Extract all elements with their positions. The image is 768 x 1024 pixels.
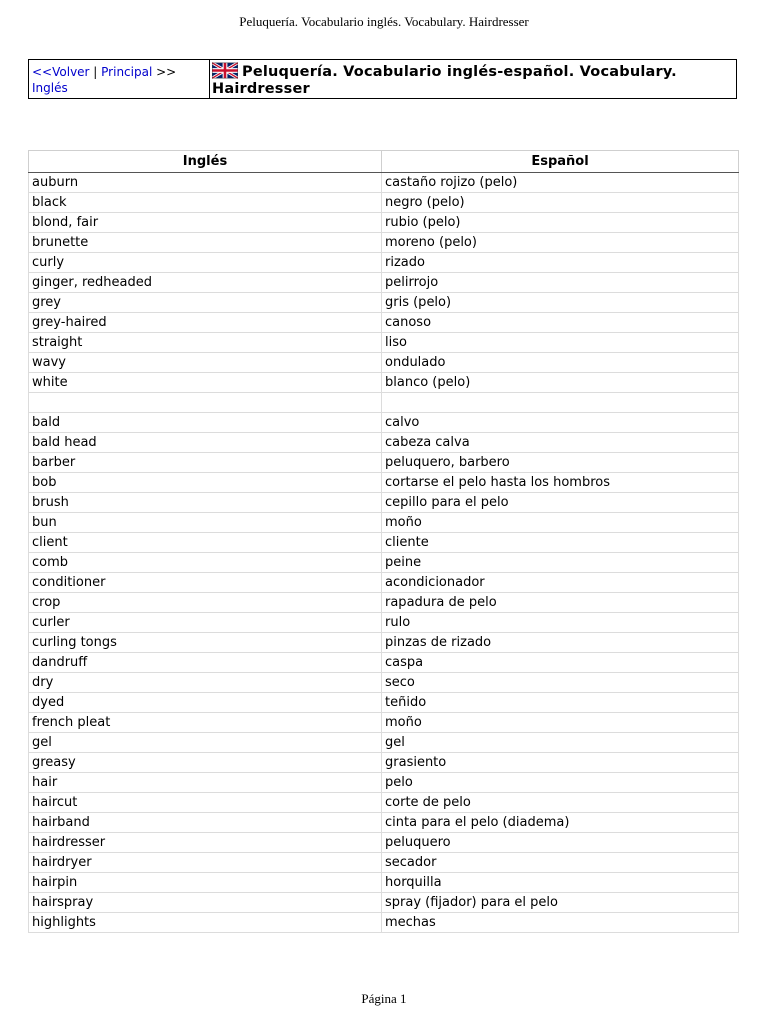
spanish-term: cabeza calva	[382, 433, 739, 453]
english-term: comb	[29, 553, 382, 573]
breadcrumb-arrow: >>	[152, 65, 177, 79]
table-row	[29, 313, 739, 333]
table-row	[29, 493, 739, 513]
spanish-term: cepillo para el pelo	[382, 493, 739, 513]
spanish-term: blanco (pelo)	[382, 373, 739, 393]
table-row	[29, 713, 739, 733]
table-row	[29, 453, 739, 473]
english-term: ginger, redheaded	[29, 273, 382, 293]
table-row	[29, 553, 739, 573]
english-term: hairspray	[29, 893, 382, 913]
english-term: dandruff	[29, 653, 382, 673]
table-row	[29, 593, 739, 613]
spanish-term: liso	[382, 333, 739, 353]
english-term: hairdresser	[29, 833, 382, 853]
vocabulary-table	[28, 150, 739, 933]
english-term: wavy	[29, 353, 382, 373]
breadcrumb	[29, 60, 210, 98]
table-row	[29, 673, 739, 693]
page-header-title: Peluquería. Vocabulario inglés. Vocabulary. Hairdresser	[239, 14, 529, 29]
table-row	[29, 693, 739, 713]
spanish-term: gel	[382, 733, 739, 753]
spanish-term: caspa	[382, 653, 739, 673]
back-link[interactable]: <<Volver	[32, 65, 90, 79]
english-term: conditioner	[29, 573, 382, 593]
spanish-term: pelirrojo	[382, 273, 739, 293]
table-row	[29, 753, 739, 773]
table-row	[29, 213, 739, 233]
table-row	[29, 873, 739, 893]
english-term: curly	[29, 253, 382, 273]
table-row	[29, 613, 739, 633]
english-term: hairpin	[29, 873, 382, 893]
english-term: brunette	[29, 233, 382, 253]
spanish-term: peluquero, barbero	[382, 453, 739, 473]
english-term: bald head	[29, 433, 382, 453]
table-row	[29, 813, 739, 833]
english-term: curler	[29, 613, 382, 633]
spanish-term: acondicionador	[382, 573, 739, 593]
table-row	[29, 393, 739, 413]
table-row	[29, 733, 739, 753]
english-term: highlights	[29, 913, 382, 933]
spanish-term: gris (pelo)	[382, 293, 739, 313]
spanish-term: castaño rojizo (pelo)	[382, 173, 739, 193]
english-term: straight	[29, 333, 382, 353]
english-term: haircut	[29, 793, 382, 813]
table-row	[29, 233, 739, 253]
english-term: hairdryer	[29, 853, 382, 873]
table-row	[29, 373, 739, 393]
spanish-term: pinzas de rizado	[382, 633, 739, 653]
spanish-term: mechas	[382, 913, 739, 933]
spanish-term: cinta para el pelo (diadema)	[382, 813, 739, 833]
english-term: grey	[29, 293, 382, 313]
spanish-term: moño	[382, 513, 739, 533]
spanish-term: seco	[382, 673, 739, 693]
spanish-term: calvo	[382, 413, 739, 433]
table-row	[29, 273, 739, 293]
page-heading-cell	[210, 60, 736, 98]
english-term: bun	[29, 513, 382, 533]
spanish-term: grasiento	[382, 753, 739, 773]
spanish-term: ondulado	[382, 353, 739, 373]
table-row	[29, 653, 739, 673]
navigation-box	[28, 59, 737, 99]
english-term: hairband	[29, 813, 382, 833]
table-body	[29, 173, 739, 933]
spanish-term: pelo	[382, 773, 739, 793]
ingles-link[interactable]: Inglés	[32, 81, 68, 95]
spanish-term: rubio (pelo)	[382, 213, 739, 233]
table-row	[29, 633, 739, 653]
spanish-term: cortarse el pelo hasta los hombros	[382, 473, 739, 493]
english-term: blond, fair	[29, 213, 382, 233]
table-row	[29, 253, 739, 273]
spanish-term: rulo	[382, 613, 739, 633]
column-header-english: Inglés	[29, 151, 382, 173]
spanish-term: corte de pelo	[382, 793, 739, 813]
english-term: curling tongs	[29, 633, 382, 653]
page-number: Página 1	[361, 991, 407, 1006]
table-row	[29, 893, 739, 913]
breadcrumb-separator: |	[89, 65, 102, 79]
table-row	[29, 173, 739, 193]
table-row	[29, 853, 739, 873]
table-row	[29, 513, 739, 533]
english-term	[29, 393, 382, 413]
english-term: brush	[29, 493, 382, 513]
spanish-term: moño	[382, 713, 739, 733]
table-header-row	[29, 151, 739, 173]
spanish-term: rizado	[382, 253, 739, 273]
english-term: white	[29, 373, 382, 393]
english-term: greasy	[29, 753, 382, 773]
english-term: barber	[29, 453, 382, 473]
english-term: gel	[29, 733, 382, 753]
table-row	[29, 573, 739, 593]
table-row	[29, 333, 739, 353]
english-term: bald	[29, 413, 382, 433]
english-term: auburn	[29, 173, 382, 193]
spanish-term: rapadura de pelo	[382, 593, 739, 613]
english-term: french pleat	[29, 713, 382, 733]
spanish-term: spray (fijador) para el pelo	[382, 893, 739, 913]
table-row	[29, 473, 739, 493]
uk-flag-icon	[212, 62, 238, 79]
spanish-term: cliente	[382, 533, 739, 553]
table-row	[29, 413, 739, 433]
english-term: crop	[29, 593, 382, 613]
spanish-term	[382, 393, 739, 413]
spanish-term: moreno (pelo)	[382, 233, 739, 253]
column-header-spanish: Español	[382, 151, 739, 173]
table-row	[29, 193, 739, 213]
english-term: black	[29, 193, 382, 213]
spanish-term: negro (pelo)	[382, 193, 739, 213]
spanish-term: peine	[382, 553, 739, 573]
english-term: client	[29, 533, 382, 553]
english-term: dyed	[29, 693, 382, 713]
spanish-term: teñido	[382, 693, 739, 713]
spanish-term: canoso	[382, 313, 739, 333]
table-row	[29, 773, 739, 793]
english-term: bob	[29, 473, 382, 493]
table-row	[29, 793, 739, 813]
spanish-term: secador	[382, 853, 739, 873]
table-row	[29, 533, 739, 553]
spanish-term: peluquero	[382, 833, 739, 853]
spanish-term: horquilla	[382, 873, 739, 893]
table-row	[29, 833, 739, 853]
english-term: grey-haired	[29, 313, 382, 333]
english-term: hair	[29, 773, 382, 793]
table-row	[29, 353, 739, 373]
table-row	[29, 293, 739, 313]
principal-link[interactable]: Principal	[101, 65, 153, 79]
table-row	[29, 913, 739, 933]
page-heading: Peluquería. Vocabulario inglés-español. Vocabulary. Hairdresser	[212, 64, 677, 97]
table-row	[29, 433, 739, 453]
english-term: dry	[29, 673, 382, 693]
